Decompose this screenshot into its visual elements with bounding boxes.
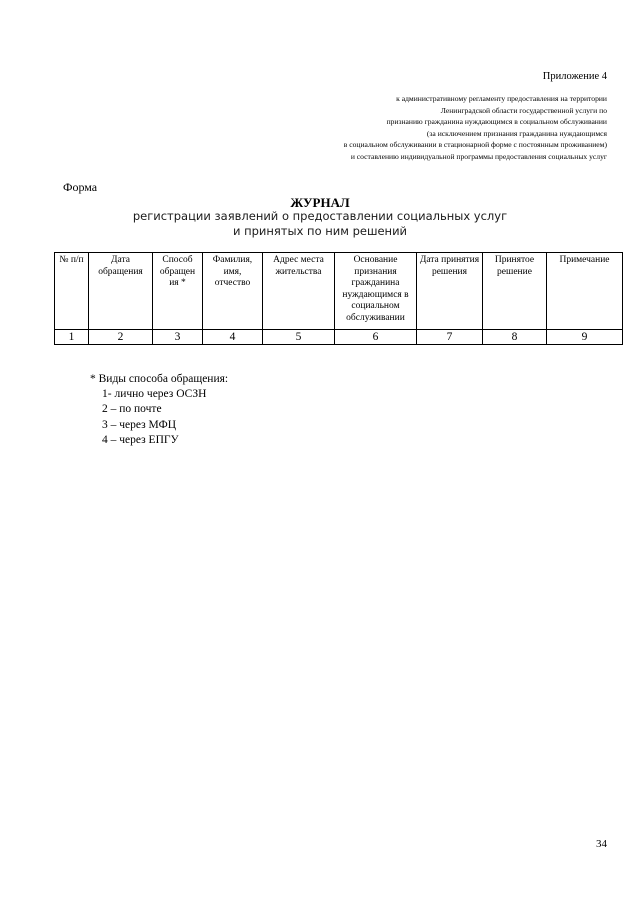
- table-cell: 8: [483, 330, 547, 345]
- footnote-item: 3 – через МФЦ: [102, 418, 177, 431]
- footnote: [90, 372, 228, 448]
- column-header-number: № п/п: [55, 253, 89, 330]
- table-cell: 4: [203, 330, 263, 345]
- appendix-line: и составлению индивидуальной программы предоставления социальных услуг: [350, 151, 607, 161]
- appendix-line: признанию гражданина нуждающимся в социальном обслуживании: [386, 117, 607, 127]
- appendix-line: к административному регламенту предоставления на территории: [396, 94, 607, 103]
- journal-subtitle: [0, 209, 640, 239]
- journal-subtitle-line: и принятых по ним решений: [232, 224, 408, 238]
- appendix-title: Приложение 4: [542, 71, 607, 82]
- table-row: [55, 330, 623, 345]
- column-header-full-name: Фамилия, имя, отчество: [203, 253, 263, 330]
- footnote-title: * Виды способа обращения:: [90, 373, 229, 385]
- column-header-request-method: Способ обращен ия *: [153, 253, 203, 330]
- footnote-item: 4 – через ЕПГУ: [102, 433, 179, 446]
- table-cell: 9: [547, 330, 623, 345]
- page-number: 34: [596, 838, 607, 850]
- journal-title: ЖУРНАЛ: [290, 195, 350, 210]
- table-cell: 5: [263, 330, 335, 345]
- footnote-item: 1- лично через ОСЗН: [102, 388, 207, 401]
- column-header-note: Примечание: [547, 253, 623, 330]
- appendix-line: в социальном обслуживании в стационарной форме с постоянным проживанием): [343, 140, 607, 150]
- column-header-address: Адрес места жительства: [263, 253, 335, 330]
- table-cell: 1: [55, 330, 89, 345]
- column-header-decision: Принятое решение: [483, 253, 547, 330]
- footnote-item: 2 – по почте: [102, 403, 162, 416]
- form-label: Форма: [63, 180, 98, 194]
- journal-subtitle-line: регистрации заявлений о предоставлении социальных услуг: [132, 209, 508, 223]
- journal-table: [54, 252, 623, 345]
- appendix-line: Ленинградской области государственной услуги по: [440, 105, 607, 115]
- column-header-grounds: Основание признания гражданина нуждающимся в социальном обслуживании: [335, 253, 417, 330]
- appendix-line: (за исключением признания гражданина нуждающимся: [426, 128, 607, 138]
- column-header-request-date: Дата обращения: [89, 253, 153, 330]
- table-header-row: [55, 253, 623, 330]
- column-header-decision-date: Дата принятия решения: [417, 253, 483, 330]
- appendix-description: [344, 93, 607, 163]
- table-cell: 3: [153, 330, 203, 345]
- table-cell: 7: [417, 330, 483, 345]
- table-cell: 6: [335, 330, 417, 345]
- table-cell: 2: [89, 330, 153, 345]
